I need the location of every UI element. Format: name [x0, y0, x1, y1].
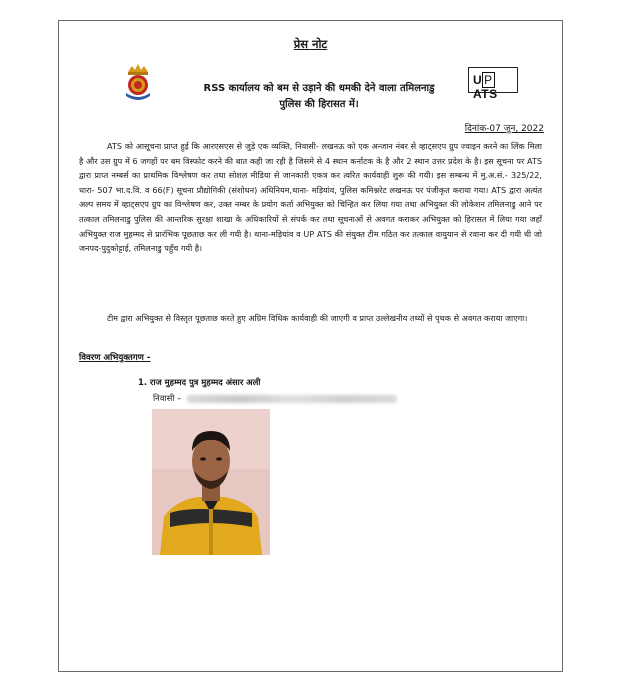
body-paragraph-2: टीम द्वारा अभियुक्त से विस्तृत पूछताछ करते हुए अग्रिम विधिक कार्यवाही की जाएगी व प्राप्त उल्लेखनीय तथ्यों से पृथक से अवगत कराया जाएगा। — [107, 313, 528, 323]
accused-address — [153, 393, 397, 404]
redacted-address — [187, 395, 397, 403]
up-ats-logo-icon: U P ATS — [468, 67, 518, 93]
page-title: प्रेस नोट — [293, 37, 328, 51]
accused-photo — [152, 409, 270, 555]
accused-name: 1. राज मुहम्मद पुत्र मुहम्मद अंसार अली — [138, 377, 261, 387]
up-police-emblem-icon — [123, 63, 153, 103]
date: दिनांक-07 जून, 2022 — [464, 124, 544, 134]
section-heading: विवरण अभियुक्तगण - — [79, 353, 151, 363]
headline: RSS कार्यालय को बम से उड़ाने की धमकी देने वाला तमिलनाडु पुलिस की हिरासत में। — [203, 83, 435, 110]
address-label: निवासी – — [153, 393, 184, 403]
body-paragraph-1: ATS को आसूचना प्राप्त हुई कि आरएसएस से जुड़े एक व्यक्ति, निवासी- लखनऊ को एक अन्जान नंबर से व्हाट्सएप ग्रुप ज्वाइन करने का लिंक मिला है और उस ग्रुप में 6 जगहों पर बम विस्फोट करने की बात कही जा रही है जिसमे से 4 स्थान कर्नाटक के है और 2 स्थान उत्तर प्रदेश के है। इस सूचना पर ATS द्वारा प्राप्त नम्बर्स का प्राथमिक विश्लेषण कर तथा सोशल मीडिया से जानकारी एकत्र कर त्वरित कार्यवाही शुरू की गयी। इस सम्बन्ध में मु.अ.सं.- 325/22, धारा- 507 भा.द.वि. व 66(F) सूचना प्रौद्योगिकी (संशोधन) अधिनियम,थाना- मड़ियांव, पुलिस कमिश्नरेट लखनऊ पर पंजीकृत कराया गया। ATS द्वारा अत्यंत अल्प समय में व्हाट्सएप ग्रुप का विश्लेषण कर, उक्त नम्बर के प्रयोग कर्ता अभियुक्त को चिन्हित कर लिया गया तथा अभियुक्त की लोकेशन तमिलनाडु आने पर तत्काल तमिलनाडु पुलिस की आन्तरिक सुरक्षा शाखा के अधिकारियों से संपर्क कर तथा सूचनाओं से अवगत कराकर अभियुक्त को हिरासत में लिया गया जहाँ अभियुक्त राज मुहम्मद से प्रारंभिक पूछताछ कर ली गयी है। थाना-मड़ियांव व UP ATS की संयुक्त टीम गठित कर तत्काल वायुयान से रवाना कर दी गयी थी जो जनपद-पुदुकोट्टाई, तमिलनाडु पहुँच गयी है। — [79, 141, 542, 254]
press-note-page — [58, 20, 563, 672]
